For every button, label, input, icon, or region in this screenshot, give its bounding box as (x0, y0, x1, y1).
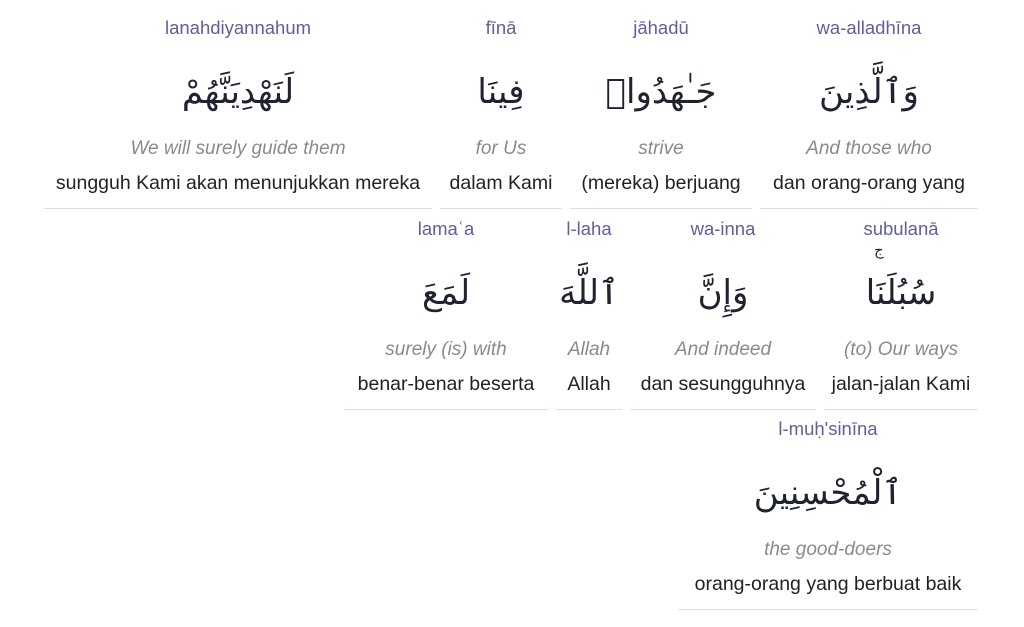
arabic-word: ٱلْمُحْسِنِينَ (753, 473, 903, 513)
indonesian-meaning: Allah (567, 373, 611, 395)
arabic-word: سُبُلَنَا (865, 273, 937, 313)
verse-line-2 (344, 215, 978, 410)
arabic-word: جَـٰهَدُوا۟ (605, 72, 717, 112)
arabic-word: ٱللَّهَ (559, 273, 619, 313)
transliteration: jāhadū (633, 17, 689, 38)
english-meaning: (to) Our ways (843, 339, 959, 360)
arabic-word: وَٱلَّذِينَ (819, 72, 919, 112)
indonesian-meaning: dalam Kami (449, 172, 553, 194)
transliteration: l-laha (566, 218, 612, 239)
indonesian-meaning: sungguh Kami akan menunjukkan mereka (55, 172, 421, 194)
transliteration: subulanā (863, 218, 939, 239)
english-meaning: strive (638, 138, 684, 159)
waqf-stop-mark: ج (874, 241, 884, 259)
word-card-2[interactable] (570, 14, 752, 209)
english-meaning: Allah (567, 339, 611, 360)
indonesian-meaning: jalan-jalan Kami (831, 373, 971, 395)
word-card-8[interactable] (344, 215, 548, 410)
word-card-9[interactable] (678, 415, 978, 610)
word-card-1[interactable] (760, 14, 978, 209)
indonesian-meaning: (mereka) berjuang (581, 172, 741, 194)
transliteration: lanahdiyannahum (164, 17, 312, 38)
verse-line-3 (678, 415, 978, 610)
transliteration: l-muḥ'sinīna (778, 418, 878, 439)
indonesian-meaning: orang-orang yang berbuat baik (694, 573, 962, 595)
english-meaning: And indeed (674, 339, 772, 360)
english-meaning: surely (is) with (385, 339, 507, 360)
word-card-6[interactable] (630, 215, 816, 410)
word-card-4[interactable] (44, 14, 432, 209)
english-meaning: We will surely guide them (130, 138, 346, 159)
indonesian-meaning: dan orang-orang yang (773, 172, 965, 194)
arabic-word: وَإِنَّ (697, 273, 749, 313)
indonesian-meaning: benar-benar beserta (357, 373, 535, 395)
english-meaning: for Us (475, 138, 527, 159)
word-card-7[interactable] (556, 215, 622, 410)
indonesian-meaning: dan sesungguhnya (640, 373, 806, 395)
word-card-3[interactable] (440, 14, 562, 209)
word-card-5[interactable] (824, 215, 978, 410)
transliteration: fīnā (485, 17, 517, 38)
verse-line-1 (44, 14, 978, 209)
arabic-word: فِينَا (477, 72, 525, 112)
transliteration: wa-alladhīna (816, 17, 922, 38)
arabic-word: لَنَهْدِيَنَّهُمْ (181, 72, 295, 112)
transliteration: lamaʿa (417, 218, 475, 239)
arabic-word: لَمَعَ (421, 273, 471, 313)
transliteration: wa-inna (690, 218, 756, 239)
english-meaning: And those who (806, 138, 932, 159)
english-meaning: the good-doers (764, 539, 892, 560)
